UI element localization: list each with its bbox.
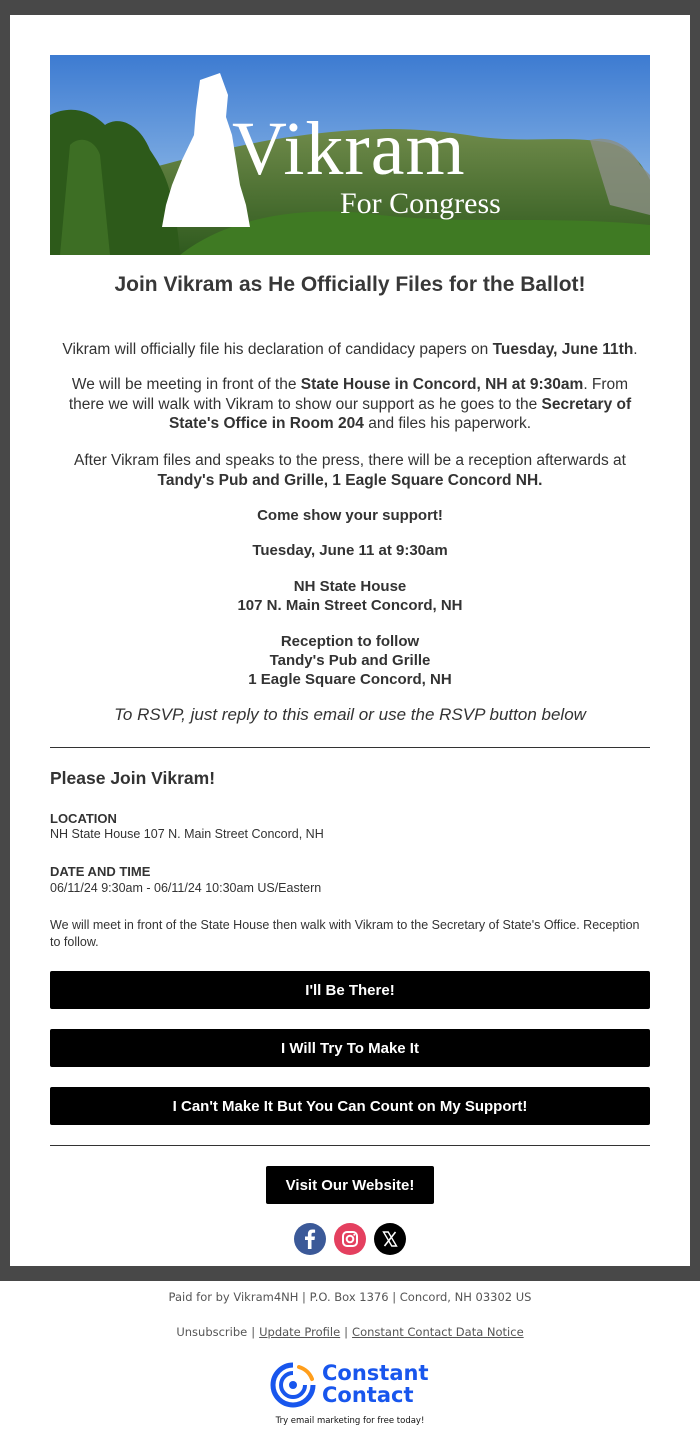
rsvp-no-button[interactable]: I Can't Make It But You Can Count on My Support! [50, 1087, 650, 1125]
brand-line-1: Constant [322, 1361, 429, 1385]
intro-paragraph-2 [50, 375, 650, 434]
venue-name: NH State House [293, 578, 407, 595]
intro-p1-text: Vikram will officially file his declaration of candidacy papers on [62, 341, 493, 358]
visit-website-button[interactable]: Visit Our Website! [266, 1166, 434, 1204]
update-profile-link[interactable]: Update Profile [259, 1325, 341, 1339]
intro-p2-mid: . From there we will walk with Vikram to show our support as he goes to the [68, 376, 629, 413]
email-card [10, 15, 690, 1266]
reception-address: 1 Eagle Square Concord, NH [248, 671, 452, 688]
rsvp-maybe-button[interactable]: I Will Try To Make It [50, 1029, 650, 1067]
instagram-icon[interactable] [334, 1223, 366, 1255]
page-title: Join Vikram as He Officially Files for the Ballot! [114, 273, 586, 296]
reception-name: Tandy's Pub and Grille [269, 652, 431, 669]
intro-p2-text: We will be meeting in front of the [71, 376, 301, 393]
intro-paragraph-1 [50, 340, 650, 360]
footer-tagline[interactable]: Try email marketing for free today! [275, 1416, 425, 1426]
header-banner [50, 55, 650, 255]
constant-contact-wordmark[interactable] [322, 1362, 429, 1406]
intro-p1-date: Tuesday, June 11th [492, 341, 634, 358]
brand-line-2: Contact [322, 1383, 414, 1407]
unsubscribe-link[interactable]: Unsubscribe [176, 1325, 248, 1339]
banner-subtitle: For Congress [340, 187, 501, 220]
rsvp-note: To RSVP, just reply to this email or use the RSVP button below [114, 705, 586, 724]
location-label: LOCATION [50, 811, 117, 826]
facebook-icon[interactable] [294, 1223, 326, 1255]
data-notice-link[interactable]: Constant Contact Data Notice [352, 1325, 524, 1339]
venue-address: 107 N. Main Street Concord, NH [237, 597, 463, 614]
event-when: Tuesday, June 11 at 9:30am [252, 542, 448, 559]
event-description: We will meet in front of the State House then walk with Vikram to the Secretary of State's Office. Reception to follow. [50, 918, 640, 949]
reception-label: Reception to follow [280, 633, 420, 650]
intro-p3-venue: Tandy's Pub and Grille, 1 Eagle Square Concord NH. [157, 471, 543, 489]
paid-for-line: Paid for by Vikram4NH | P.O. Box 1376 | Concord, NH 03302 US [168, 1290, 532, 1304]
divider [50, 1145, 650, 1146]
intro-p3-text: After Vikram files and speaks to the press, there will be a reception afterwards at [74, 452, 626, 469]
support-line: Come show your support! [257, 507, 443, 524]
intro-p1-end: . [633, 341, 638, 358]
rsvp-yes-button[interactable]: I'll Be There! [50, 971, 650, 1009]
intro-p2-location: State House in Concord, NH at 9:30am [300, 376, 584, 393]
datetime-label: DATE AND TIME [50, 864, 151, 879]
intro-p2-office: Secretary of State's Office in Room 204 [168, 395, 632, 432]
location-value: NH State House 107 N. Main Street Concord, NH [50, 827, 324, 841]
divider [50, 747, 650, 748]
event-title: Please Join Vikram! [50, 768, 216, 788]
intro-p2-end: and files his paperwork. [363, 415, 532, 432]
datetime-value: 06/11/24 9:30am - 06/11/24 10:30am US/Eastern [50, 881, 322, 895]
intro-paragraph-3 [50, 451, 650, 490]
footer-links: Unsubscribe | Update Profile | Constant Contact Data Notice [176, 1325, 524, 1339]
x-icon[interactable] [374, 1223, 406, 1255]
banner-name: Vikram [232, 107, 466, 191]
